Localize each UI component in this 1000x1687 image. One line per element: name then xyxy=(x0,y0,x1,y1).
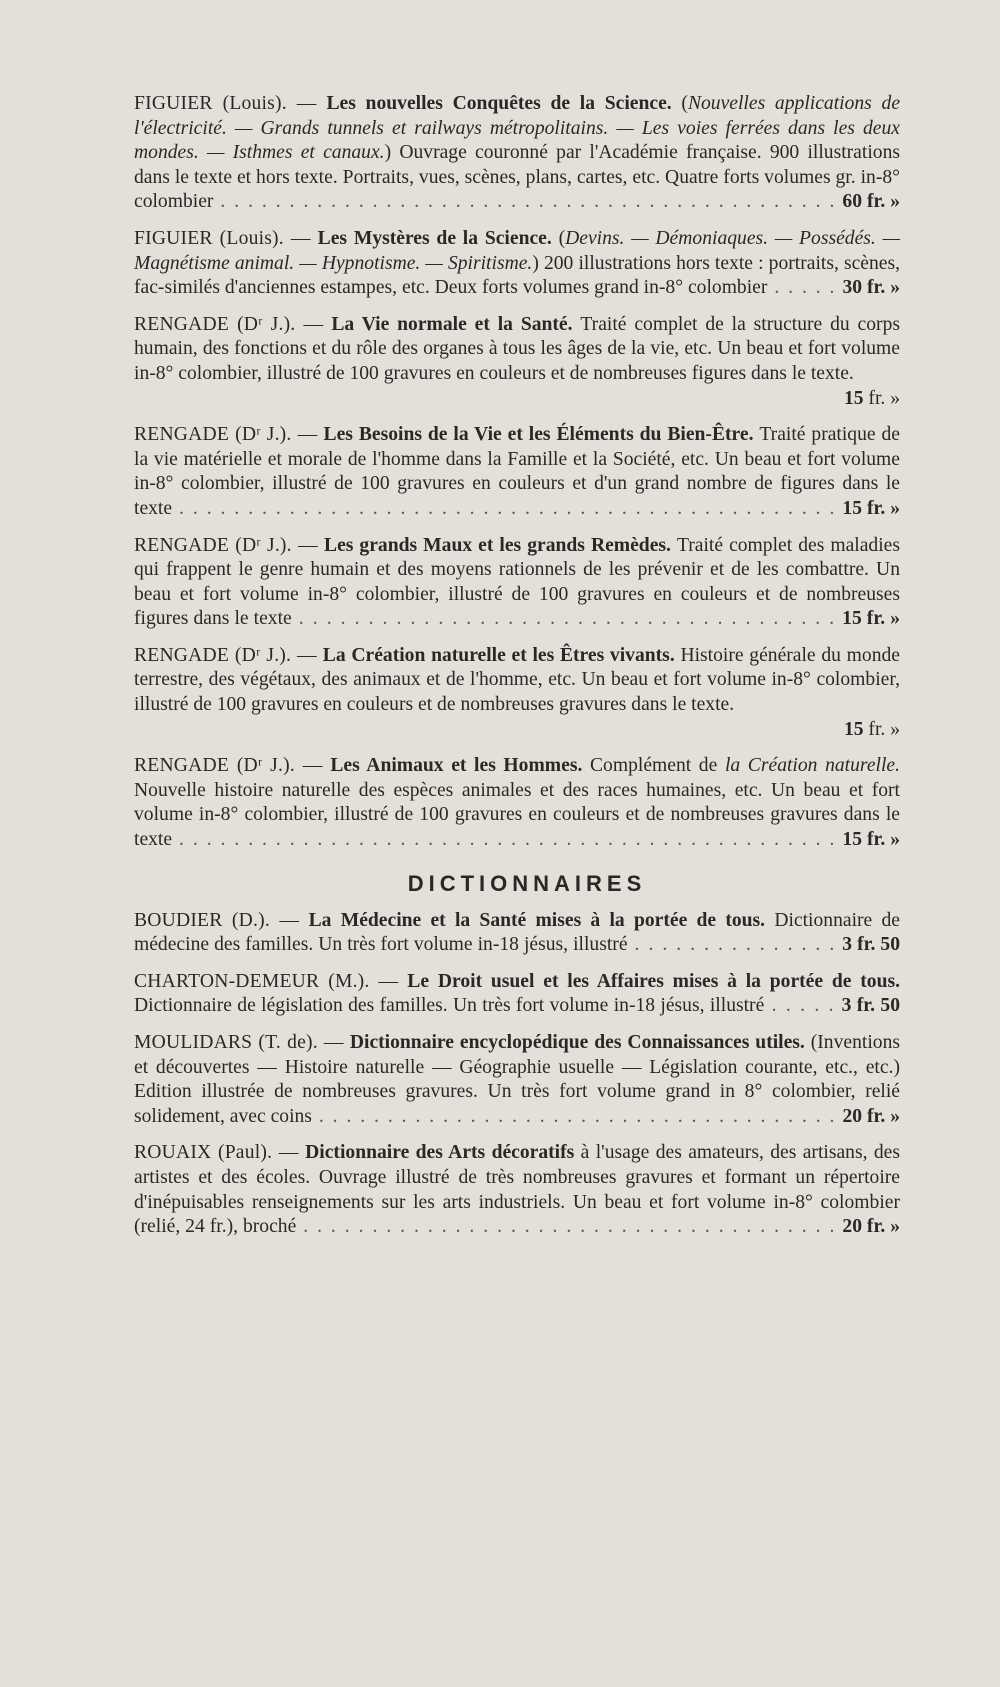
entry-author: ROUAIX (Paul). — xyxy=(134,1142,306,1164)
price-unit: fr. » xyxy=(863,718,900,740)
price-unit: fr. » xyxy=(862,277,901,299)
entry-title: Les Besoins de la Vie et les Éléments du Bien-Être. xyxy=(323,424,760,446)
price-unit: fr. » xyxy=(861,608,900,630)
catalog-entry xyxy=(134,644,900,742)
entry-text xyxy=(134,754,900,852)
price-amount: 15 xyxy=(843,718,864,740)
entry-description: Traité complet des maladies qui frappent le genre humain et des moyens rationnels de les prévenir et de les combattre. Un beau et fort volume in-8° colombier, illustré de 100 gravures en couleurs et de nombreuses figures dans le texte xyxy=(134,534,900,630)
catalog-entry xyxy=(134,970,900,1019)
entry-author: RENGADE (Dʳ J.). — xyxy=(134,644,323,666)
dot-leader: . . . . . xyxy=(764,995,836,1017)
entry-body xyxy=(134,909,900,958)
entry-price xyxy=(842,1216,900,1237)
catalog-entry xyxy=(134,754,900,852)
entry-title: Les Animaux et les Hommes. xyxy=(330,755,590,777)
section-heading: DICTIONNAIRES xyxy=(407,870,647,896)
entry-author: FIGUIER (Louis). — xyxy=(134,93,327,114)
entry-author: MOULIDARS (T. de). — xyxy=(134,1032,350,1053)
entry-title: Les grands Maux et les grands Remèdes. xyxy=(324,534,677,556)
entry-price xyxy=(842,934,900,955)
price-cents: 50 xyxy=(880,995,900,1017)
entry-text xyxy=(134,1031,900,1129)
entry-title: Dictionnaire encyclopédique des Connaissances utiles. xyxy=(349,1032,811,1053)
price-amount: 20 xyxy=(842,1105,863,1127)
entry-body xyxy=(134,1141,900,1239)
entry-description: Traité complet de la structure du corps humain, des fonctions et du rôle des organes à tous les âges de la vie, etc. Un beau et fort volume in-8° colombier, illustré de 100 gravures en couleurs et de nombreuses figures dans le texte. xyxy=(134,313,900,384)
entry-text xyxy=(134,313,900,387)
entry-author: RENGADE (Dʳ J.). — xyxy=(134,313,332,335)
price-unit: fr. » xyxy=(862,191,901,213)
entry-text xyxy=(134,1141,900,1239)
entry-body xyxy=(134,970,900,1019)
price-amount: 15 xyxy=(843,387,864,409)
entry-description: (Inventions et découvertes — Histoire naturelle — Géographie usuelle — Législation courante, etc., etc.) Edition illustrée de nombreuses gravures. Un très fort volume grand in 8° colombier, relié solidement, avec coins xyxy=(134,1032,900,1127)
entry-price xyxy=(842,995,900,1016)
dot-leader: . . . . . . . . . . . . . . . . . . . . . . . . . . . . . . . . . . . . . . . . . . . . . xyxy=(213,191,837,213)
price-cents: 50 xyxy=(880,934,900,956)
price-unit: fr. xyxy=(852,934,881,956)
catalog-entry xyxy=(134,227,900,301)
dot-leader: . . . . . xyxy=(767,277,837,299)
price-amount: 15 xyxy=(842,497,862,519)
entry-description: Dictionnaire de législation des familles. Un très fort volume in-18 jésus, illustré xyxy=(134,995,765,1017)
price-amount: 15 xyxy=(842,608,862,630)
entry-body xyxy=(134,92,900,215)
entry-author: CHARTON-DEMEUR (M.). — xyxy=(134,970,408,992)
catalog-entry xyxy=(134,92,900,215)
catalog-entry xyxy=(134,1031,900,1129)
entry-author: RENGADE (Dʳ J.). — xyxy=(134,755,331,777)
price-unit: fr. » xyxy=(862,1105,900,1127)
entry-description: (Nouvelles applications de l'électricité. — Grands tunnels et railways métropolitains. — Les voies ferrées dans les deux mondes. — Isthmes et canaux.) Ouvrage couronné par l'Académie française. 900 illustrations dans le texte et hors texte. Portraits, vues, scènes, plans, cartes, etc. Quatre forts volumes gr. in-8° colombier xyxy=(134,93,901,213)
entry-title: La Création naturelle et les Êtres vivants. xyxy=(322,644,681,666)
price-unit: fr. » xyxy=(862,497,901,519)
catalog-entry xyxy=(134,1141,900,1239)
price-amount: 3 xyxy=(841,995,852,1017)
entry-price-line xyxy=(134,387,900,412)
entry-text xyxy=(134,227,900,301)
entry-body xyxy=(134,754,900,852)
entry-text xyxy=(134,534,900,632)
entry-description: Complément de la Création naturelle. Nouvelle histoire naturelle des espèces animales et des races humaines, etc. Un beau et fort volume in-8° colombier, illustré de 100 gravures en couleurs et de nombreuses gravures dans le texte xyxy=(134,755,900,851)
entry-text xyxy=(134,970,900,1019)
catalog-entry xyxy=(134,423,900,521)
price-amount: 3 xyxy=(842,934,853,956)
entry-price xyxy=(842,191,900,212)
book-list-top xyxy=(134,92,900,853)
entry-title: La Médecine et la Santé mises à la portée de tous. xyxy=(308,909,775,931)
entry-text xyxy=(134,644,900,718)
price-amount: 20 xyxy=(842,1216,862,1238)
dot-leader: . . . . . . . . . . . . . . . . . . . . . . . . . . . . . . . . . . . . . . . xyxy=(296,1216,837,1238)
entry-description: à l'usage des amateurs, des artisans, des artistes et des écoles. Ouvrage illustré de très nombreuses gravures et formant un répertoire d'inépuisables renseignements sur les arts industriels. Un beau et fort volume in-8° colombier (relié, 24 fr.), broché xyxy=(134,1142,900,1238)
entry-body xyxy=(134,1031,900,1129)
entry-text xyxy=(134,423,900,521)
dot-leader: . . . . . . . . . . . . . . . xyxy=(627,934,837,956)
entry-author: RENGADE (Dʳ J.). — xyxy=(134,534,324,556)
price-amount: 30 xyxy=(842,277,863,299)
catalog-entry xyxy=(134,534,900,632)
price-amount: 15 xyxy=(842,829,862,851)
price-unit: fr. » xyxy=(863,387,900,409)
price-amount: 60 xyxy=(842,191,862,213)
entry-description: (Devins. — Démoniaques. — Possédés. — Magnétisme animal. — Hypnotisme. — Spiritisme.) 200 illustrations hors texte : portraits, scènes, fac-similés d'anciennes estampes, etc. Deux forts volumes grand in-8° colombier xyxy=(134,227,900,299)
entry-author: FIGUIER (Louis). — xyxy=(134,227,318,249)
entry-price-line xyxy=(134,718,900,743)
dot-leader: . . . . . . . . . . . . . . . . . . . . . . . . . . . . . . . . . . . . . . xyxy=(311,1105,837,1127)
entry-title: Dictionnaire des Arts décoratifs xyxy=(305,1142,581,1164)
entry-title: Le Droit usuel et les Affaires mises à la portée de tous. xyxy=(407,970,900,992)
book-list-dictionaries xyxy=(134,909,900,1240)
entry-body xyxy=(134,534,900,632)
entry-price xyxy=(844,388,900,409)
catalog-entry xyxy=(134,313,900,411)
dot-leader: . . . . . . . . . . . . . . . . . . . . . . . . . . . . . . . . . . . . . . . . . . . . . . . . xyxy=(172,497,837,519)
dot-leader: . . . . . . . . . . . . . . . . . . . . . . . . . . . . . . . . . . . . . . . xyxy=(291,608,837,630)
entry-price xyxy=(842,277,900,298)
dot-leader: . . . . . . . . . . . . . . . . . . . . . . . . . . . . . . . . . . . . . . . . . . . . . . . . xyxy=(172,829,837,851)
entry-description: Traité pratique de la vie matérielle et morale de l'homme dans la Famille et la Société, etc. Un beau et fort volume in-8° colombier, illustré de 100 gravures en couleurs et d'un grand nombre de figures dans le texte xyxy=(134,424,900,519)
price-unit: fr. » xyxy=(861,1216,901,1238)
price-unit: fr. » xyxy=(862,829,901,851)
entry-price xyxy=(842,608,900,629)
entry-author: BOUDIER (D.). — xyxy=(134,909,309,931)
entry-price xyxy=(842,829,900,850)
entry-description: Histoire générale du monde terrestre, des végétaux, des animaux et de l'homme, etc. Un beau et fort volume in-8° colombier, illustré de 100 gravures en couleurs et de nombreuses gravures dans le texte. xyxy=(134,644,900,716)
entry-description: Dictionnaire de médecine des familles. Un très fort volume in-18 jésus, illustré xyxy=(134,909,900,956)
entry-body xyxy=(134,227,900,301)
catalog-entry xyxy=(134,909,900,958)
entry-price xyxy=(842,1106,900,1127)
entry-body xyxy=(134,423,900,521)
entry-title: Les Mystères de la Science. xyxy=(317,227,559,249)
entry-title: Les nouvelles Conquêtes de la Science. xyxy=(326,93,682,114)
entry-text xyxy=(134,909,900,958)
price-unit: fr. xyxy=(851,995,881,1017)
entry-price xyxy=(842,498,900,519)
entry-title: La Vie normale et la Santé. xyxy=(331,313,581,335)
entry-price xyxy=(844,719,900,740)
entry-author: RENGADE (Dʳ J.). — xyxy=(134,424,324,446)
entry-text xyxy=(134,92,900,215)
